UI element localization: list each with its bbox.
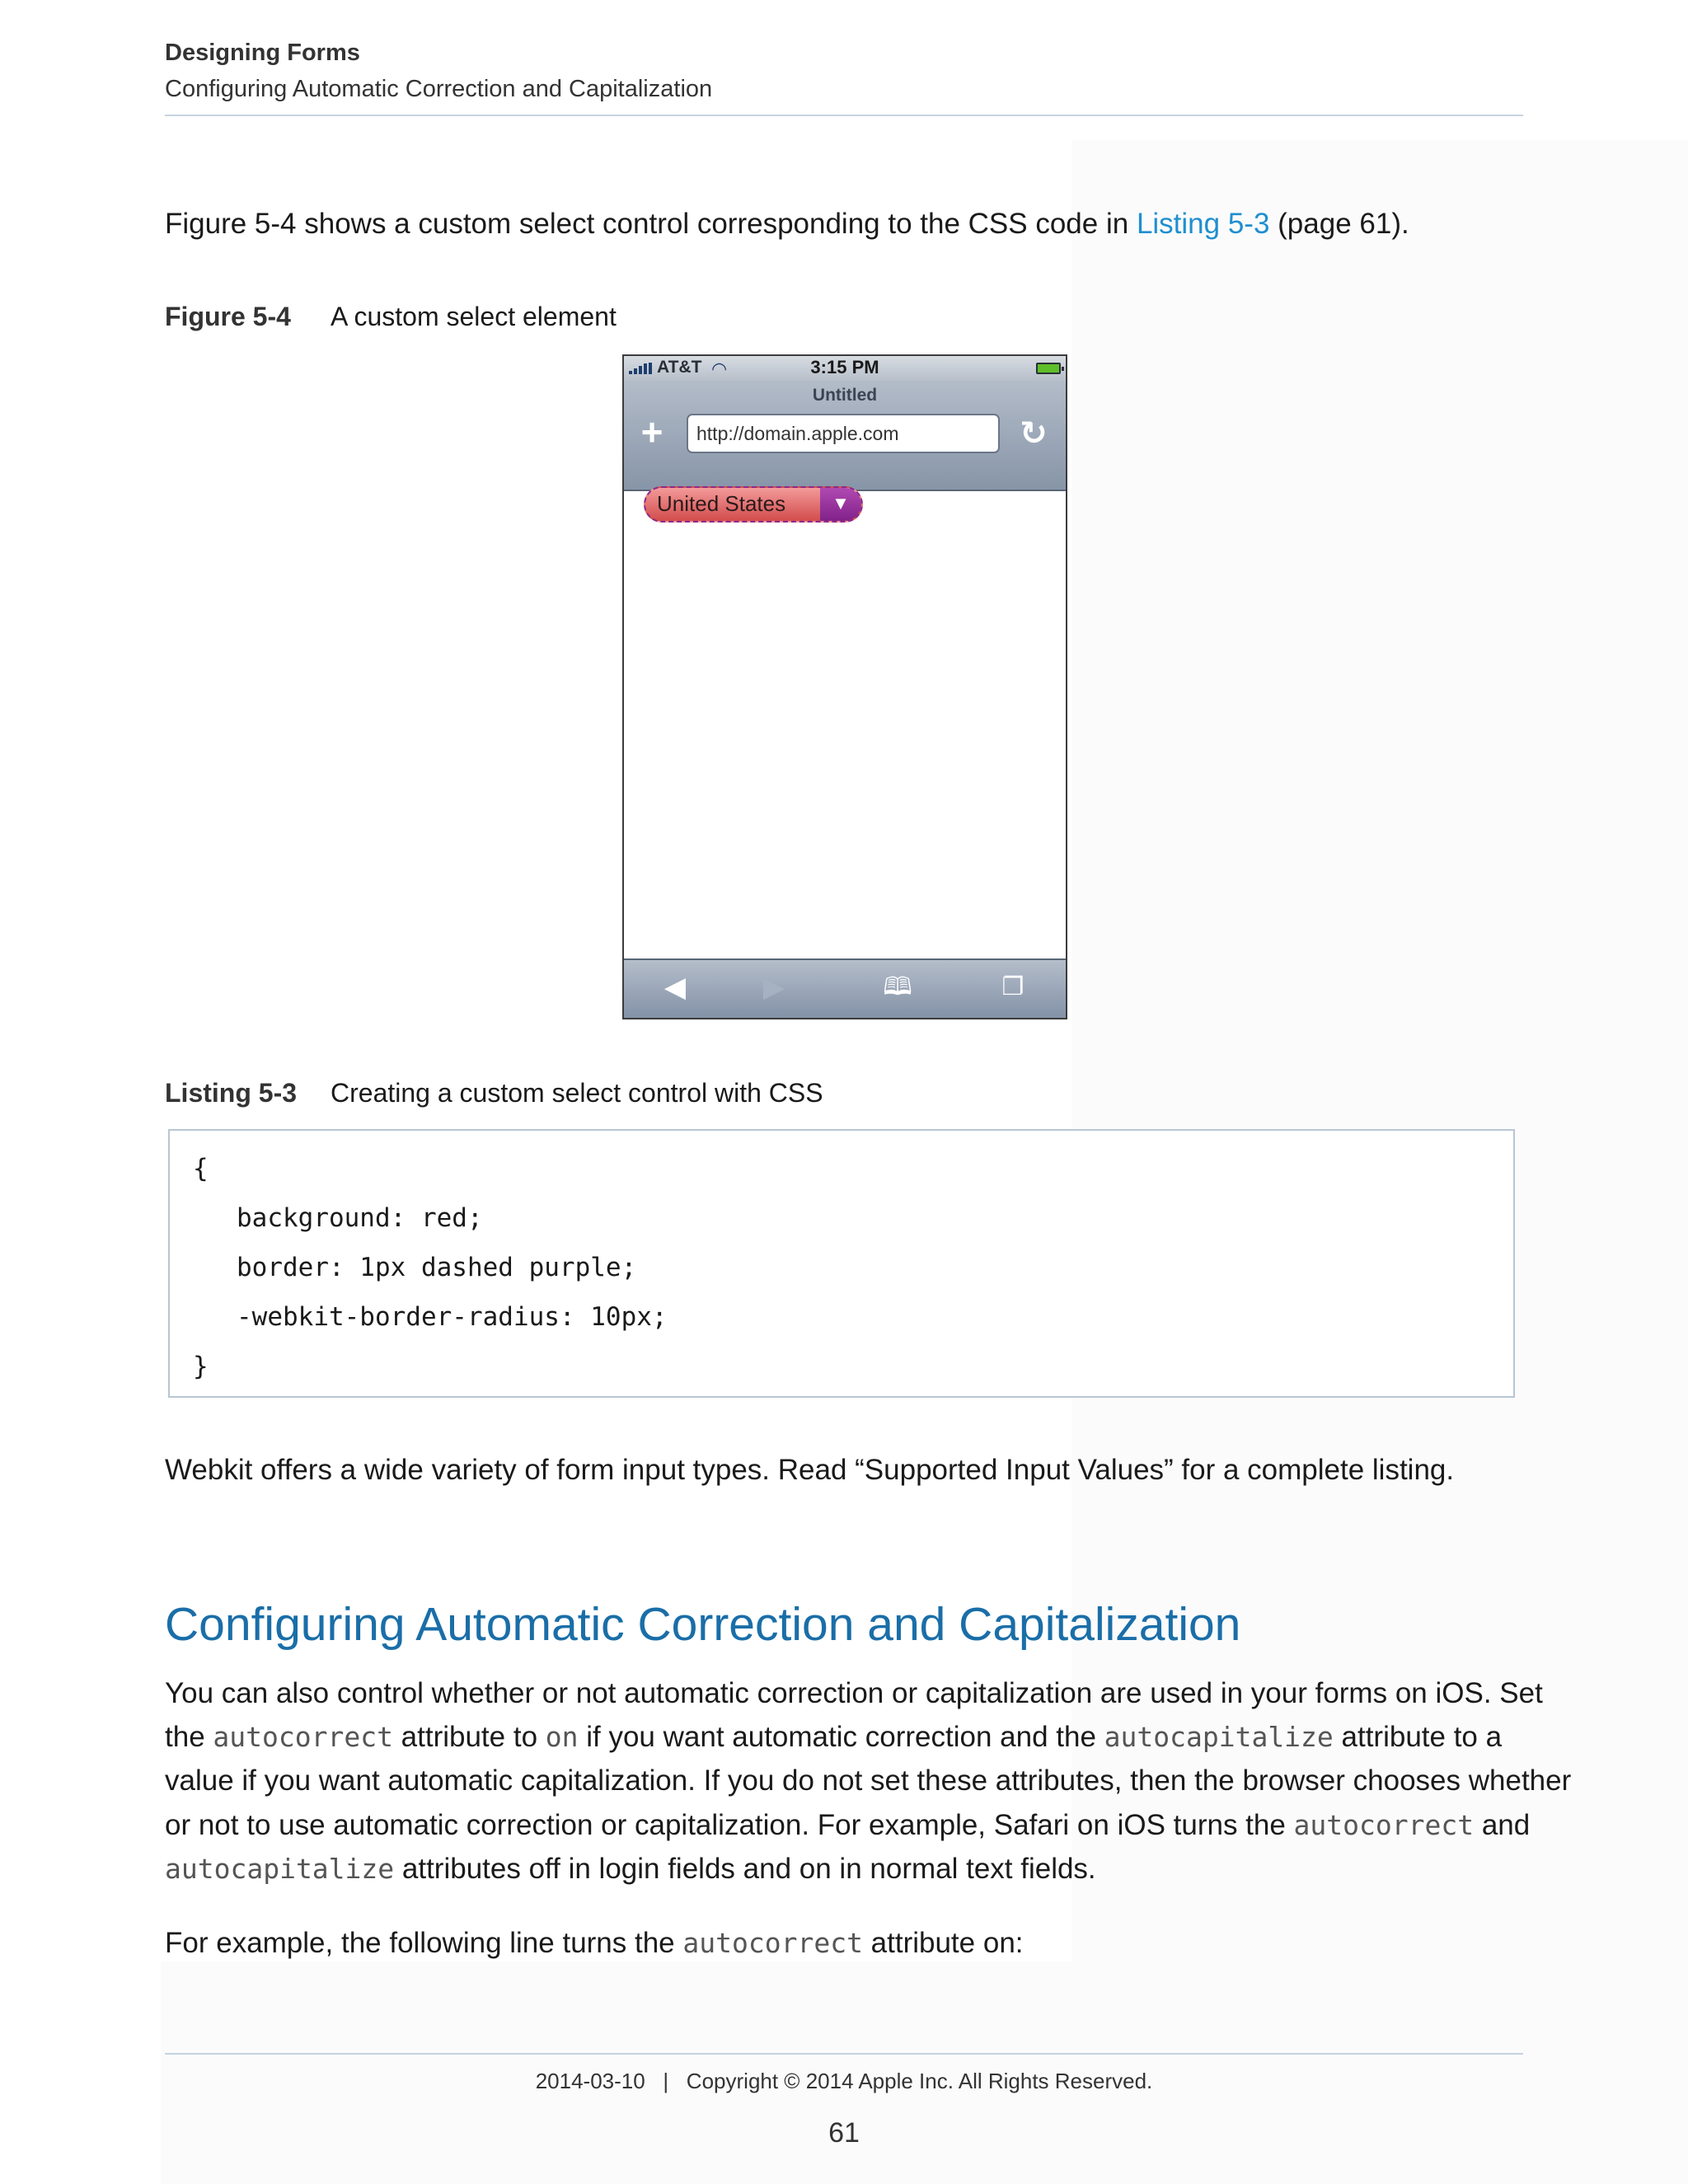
code-term: autocorrect [682, 1927, 863, 1959]
figure-number: Figure 5-4 [165, 302, 291, 331]
select-value: United States [657, 491, 786, 516]
carrier-label: AT&T [657, 358, 702, 377]
body-line: value if you want automatic capitalization. If you do not set these attributes, then the browser chooses whether [165, 1765, 1572, 1797]
back-icon[interactable]: ◀ [663, 972, 687, 1003]
pages-icon[interactable]: ❐ [1001, 973, 1025, 1001]
body-text: the [165, 1721, 213, 1753]
code-term: autocapitalize [1104, 1721, 1334, 1753]
listing-caption: Creating a custom select control with CSS [331, 1078, 823, 1108]
body-line [165, 1721, 1502, 1754]
body-text: attribute on: [862, 1927, 1024, 1959]
section-heading: Configuring Automatic Correction and Capitalization [165, 1598, 1241, 1651]
footer-divider [165, 2053, 1523, 2055]
code-line: border: 1px dashed purple; [237, 1253, 637, 1282]
battery-icon [1036, 363, 1061, 374]
body-line [165, 1853, 1096, 1886]
input-types-paragraph: Webkit offers a wide variety of form input types. Read “Supported Input Values” for a complete listing. [165, 1454, 1455, 1486]
forward-icon[interactable]: ▶ [762, 972, 785, 1003]
reload-icon[interactable]: ↻ [1020, 415, 1048, 452]
running-header-section: Designing Forms [165, 40, 360, 66]
code-term: autocorrect [213, 1721, 393, 1753]
footer-copyright: 2014-03-10 | Copyright © 2014 Apple Inc. All Rights Reserved. [535, 2069, 1153, 2093]
wifi-icon: ◠ [711, 359, 728, 379]
page-title: Untitled [812, 386, 878, 405]
page-number: 61 [828, 2117, 860, 2149]
custom-select[interactable] [644, 486, 863, 523]
url-field[interactable]: http://domain.apple.com [687, 414, 1000, 453]
code-line: -webkit-border-radius: 10px; [237, 1302, 668, 1332]
example-paragraph [165, 1927, 1024, 1960]
listing-number: Listing 5-3 [165, 1078, 298, 1108]
intro-text-after: (page 61). [1269, 208, 1409, 240]
code-line: background: red; [237, 1203, 483, 1233]
code-term: autocapitalize [165, 1853, 395, 1885]
code-term: on [545, 1721, 579, 1753]
code-line: { [193, 1154, 209, 1183]
code-line: } [193, 1352, 209, 1381]
body-text: attribute to a [1333, 1721, 1503, 1753]
intro-paragraph [165, 208, 1409, 241]
figure-caption: A custom select element [331, 302, 617, 331]
intro-text-before: Figure 5-4 shows a custom select control corresponding to the CSS code in [165, 208, 1137, 240]
bookmarks-icon[interactable]: 🕮 [883, 973, 912, 1001]
status-time: 3:15 PM [810, 357, 879, 377]
body-text: and [1474, 1809, 1531, 1841]
body-text: attributes off in login fields and on in normal text fields. [394, 1853, 1096, 1885]
status-bar [624, 356, 1066, 381]
body-text: or not to use automatic correction or capitalization. For example, Safari on iOS turns the [165, 1809, 1294, 1841]
iphone-screenshot [622, 354, 1067, 1019]
browser-nav-bar [624, 381, 1066, 491]
browser-toolbar [624, 958, 1066, 1018]
code-term: autocorrect [1293, 1809, 1475, 1841]
chevron-down-icon: ▼ [820, 488, 861, 523]
listing-link[interactable]: Listing 5-3 [1136, 208, 1270, 240]
body-text: if you want automatic correction and the [578, 1721, 1104, 1753]
body-line [165, 1809, 1530, 1842]
body-line: You can also control whether or not automatic correction or capitalization are used in your forms on iOS. Set [165, 1677, 1543, 1709]
body-text: attribute to [392, 1721, 546, 1753]
body-text: For example, the following line turns the [165, 1927, 683, 1959]
header-divider [165, 115, 1523, 116]
plus-icon[interactable]: + [640, 410, 663, 453]
running-header-chapter: Configuring Automatic Correction and Capitalization [165, 76, 713, 102]
code-listing [168, 1129, 1515, 1398]
